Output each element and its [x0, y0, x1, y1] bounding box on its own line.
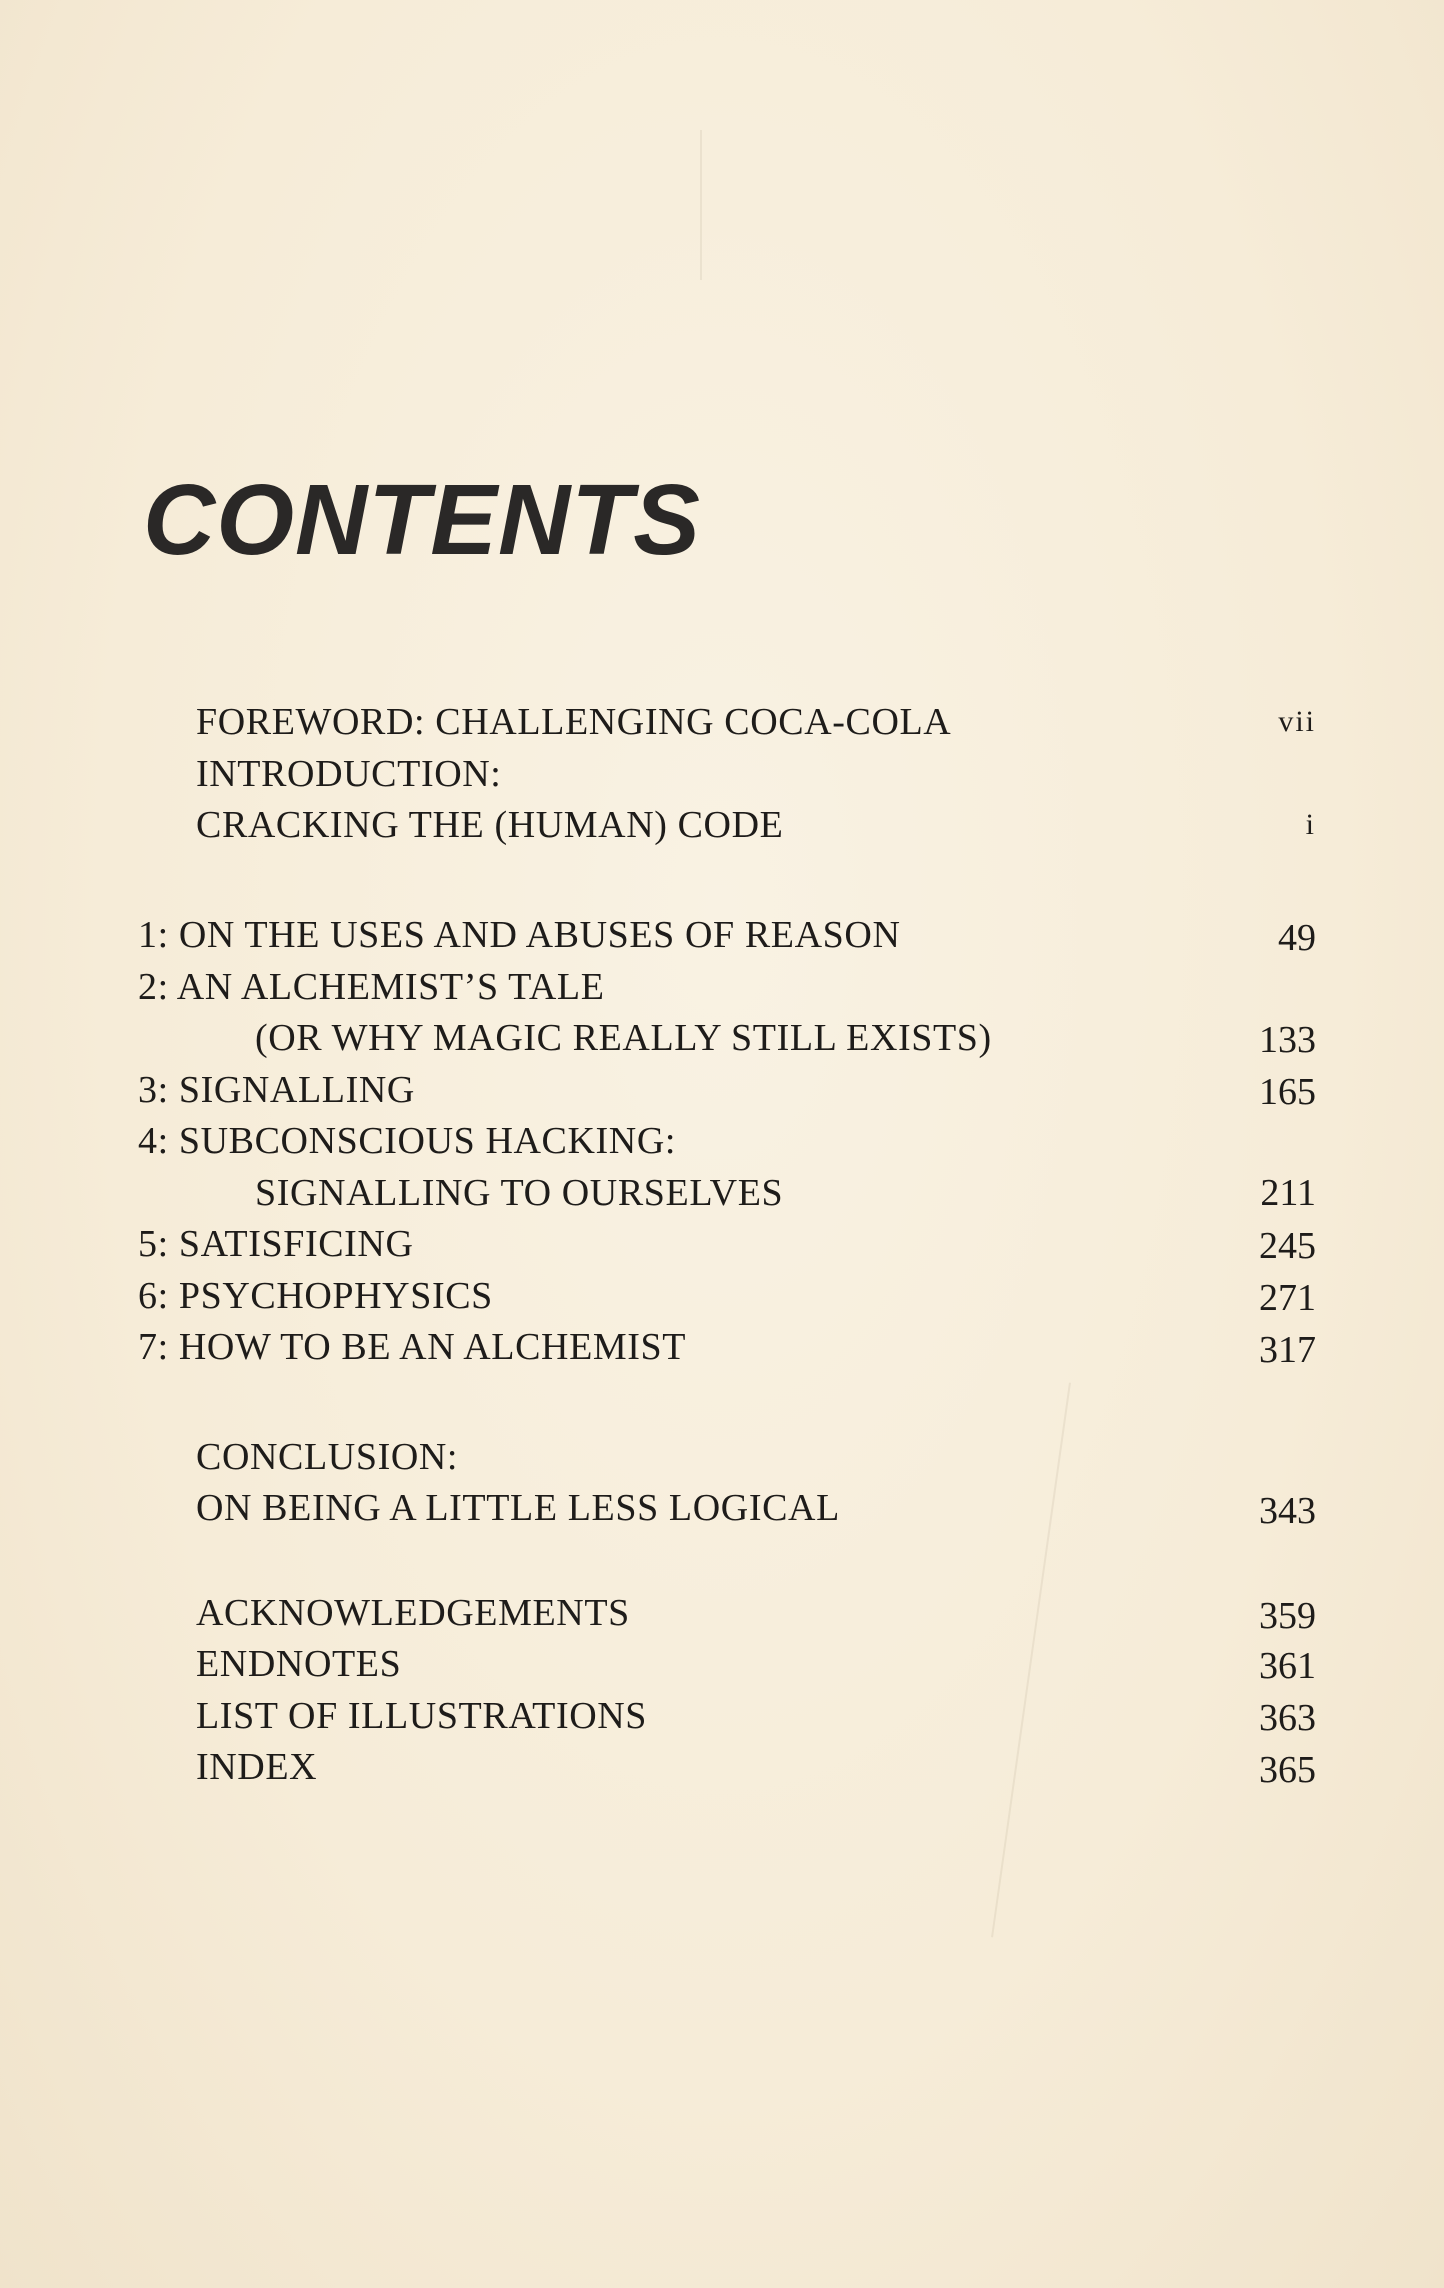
toc-entry-page: 363	[1259, 1697, 1316, 1739]
toc-chapter-title: 3: SIGNALLING	[138, 1069, 415, 1111]
toc-entry-page: 365	[1259, 1749, 1316, 1791]
toc-entry-title: CONCLUSION:	[196, 1436, 459, 1478]
toc-entry-title: INTRODUCTION:	[196, 753, 502, 795]
toc-entry-title: FOREWORD: CHALLENGING COCA-COLA	[196, 701, 952, 743]
toc-entry-page: 343	[1259, 1490, 1316, 1532]
toc-chapter-subtitle: (OR WHY MAGIC REALLY STILL EXISTS)	[255, 1017, 992, 1059]
toc-entry-title: ENDNOTES	[196, 1643, 402, 1685]
toc-chapter-title: 2: AN ALCHEMIST’S TALE	[138, 966, 605, 1008]
toc-entry-page: 359	[1259, 1595, 1316, 1637]
toc-chapter-subtitle: SIGNALLING TO OURSELVES	[255, 1172, 784, 1214]
page-crease	[700, 130, 702, 280]
toc-entry-page: 245	[1259, 1225, 1316, 1267]
toc-entry-title: LIST OF ILLUSTRATIONS	[196, 1695, 648, 1737]
toc-chapter-title: 5: SATISFICING	[138, 1223, 414, 1265]
toc-chapter-title: 1: ON THE USES AND ABUSES OF REASON	[138, 914, 901, 956]
toc-entry-page: 49	[1278, 917, 1316, 959]
toc-entry-page: vii	[1278, 705, 1316, 738]
toc-entry-subtitle: CRACKING THE (HUMAN) CODE	[196, 804, 784, 846]
toc-chapter-title: 6: PSYCHOPHYSICS	[138, 1275, 493, 1317]
toc-entry-title: INDEX	[196, 1746, 318, 1788]
toc-entry-title: ACKNOWLEDGEMENTS	[196, 1592, 630, 1634]
toc-entry-page: 211	[1260, 1172, 1316, 1214]
toc-chapter-title: 4: SUBCONSCIOUS HACKING:	[138, 1120, 677, 1162]
page-crease	[991, 1383, 1071, 1938]
toc-entry-page: 317	[1259, 1329, 1316, 1371]
toc-entry-page: 361	[1259, 1645, 1316, 1687]
toc-entry-subtitle: ON BEING A LITTLE LESS LOGICAL	[196, 1487, 840, 1529]
toc-entry-page: 271	[1259, 1277, 1316, 1319]
toc-chapter-title: 7: HOW TO BE AN ALCHEMIST	[138, 1326, 687, 1368]
toc-entry-page: 165	[1259, 1071, 1316, 1113]
toc-entry-page: 133	[1259, 1019, 1316, 1061]
toc-entry-page: i	[1305, 808, 1316, 841]
page-title: CONTENTS	[143, 464, 701, 576]
